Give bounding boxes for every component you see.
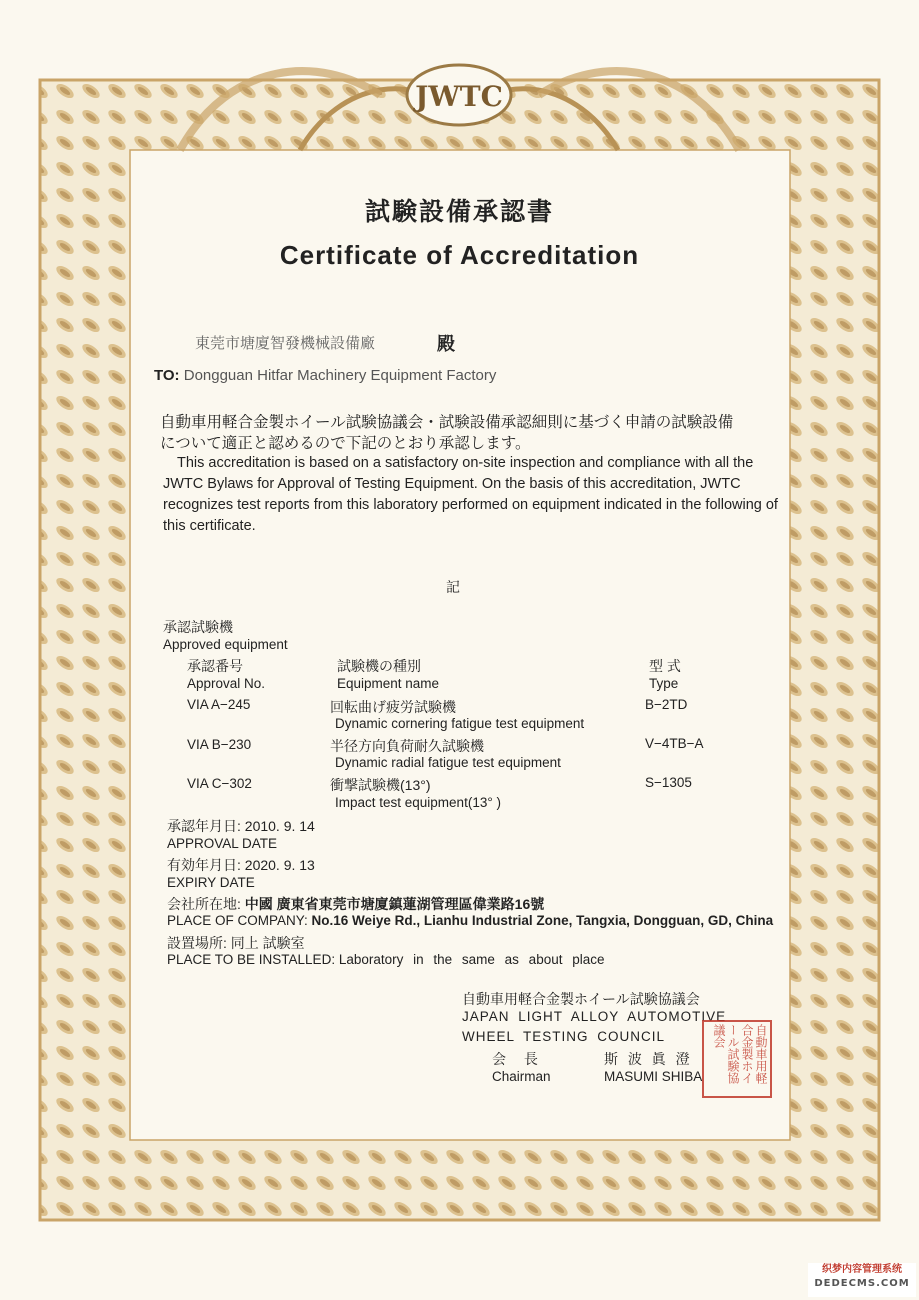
- chairman-jp: 会 長: [492, 1051, 538, 1067]
- recipient-honorific: 殿: [437, 334, 455, 355]
- equipment-row-type: V−4TB−A: [645, 736, 704, 751]
- council-en-line1: JAPAN LIGHT ALLOY AUTOMOTIVE: [462, 1009, 727, 1024]
- body-jp: [160, 412, 733, 454]
- expiry-date-line: [167, 855, 315, 875]
- chairman-name-en: MASUMI SHIBA: [604, 1069, 703, 1084]
- equipment-heading-en: Approved equipment: [163, 637, 288, 652]
- chairman-name-jp: 斯 波 眞 澄: [604, 1051, 690, 1067]
- company-place-jp-line: [167, 894, 544, 914]
- col-name-en: Equipment name: [337, 676, 440, 691]
- equipment-row-name-jp: 回転曲げ疲労試験機: [330, 699, 456, 715]
- title-en: Certificate of Accreditation: [279, 240, 640, 270]
- equipment-row-name-en: Dynamic radial fatigue test equipment: [335, 755, 561, 770]
- company-place-jp-value: 中國 廣東省東莞市塘廈鎮蓮湖管理區偉業路16號: [244, 896, 545, 912]
- approval-date-en-label: APPROVAL DATE: [167, 836, 278, 851]
- council-en-line2: WHEEL TESTING COUNCIL: [462, 1029, 666, 1044]
- title-jp: 試験設備承認書: [364, 197, 554, 226]
- col-approval-no-jp: 承認番号: [187, 658, 243, 674]
- approval-date-label: 承認年月日:: [167, 818, 241, 834]
- recipient-jp: 東莞市塘廈智發機械設備廠: [195, 334, 376, 352]
- body-jp-line: 自動車用軽合金製ホイール試験協議会・試験設備承認細則に基づく申請の試験設備: [160, 413, 734, 431]
- approval-date-value: 2010. 9. 14: [244, 818, 315, 834]
- approval-date-line: [167, 816, 315, 836]
- council-jp: 自動車用軽合金製ホイール試験協議会: [462, 991, 700, 1007]
- col-approval-no-en: Approval No.: [187, 676, 266, 691]
- equipment-row-name-en: Impact test equipment(13° ): [335, 795, 501, 810]
- company-place-en-label: PLACE OF COMPANY:: [167, 913, 308, 928]
- expiry-date-value: 2020. 9. 13: [244, 857, 315, 873]
- equipment-row-no: VIA A−245: [187, 697, 251, 712]
- official-seal: 自動車用軽合金製ホイール試験協議会: [702, 1020, 772, 1098]
- watermark-line1: 织梦内容管理系统: [822, 1264, 902, 1275]
- recipient-line: [154, 367, 496, 384]
- install-place-en-value: Laboratory in the same as about place: [338, 952, 605, 967]
- install-place-jp-value: 同上 試験室: [230, 935, 305, 951]
- expiry-date-en-label: EXPIRY DATE: [167, 875, 255, 890]
- install-place-jp-line: [167, 933, 305, 953]
- equipment-row-name-jp: 衝撃試験機(13°): [330, 777, 431, 793]
- install-place-jp-label: 設置場所:: [167, 935, 227, 951]
- equipment-row-no: VIA B−230: [187, 737, 252, 752]
- col-type-jp: 型 式: [649, 658, 681, 674]
- equipment-row-type: S−1305: [645, 775, 692, 790]
- company-place-jp-label: 会社所在地:: [167, 896, 241, 912]
- ki-mark: 記: [446, 580, 460, 596]
- recipient-en: Dongguan Hitfar Machinery Equipment Factory: [183, 367, 497, 384]
- equipment-heading-jp: 承認試験機: [163, 619, 233, 635]
- to-label: TO:: [154, 367, 180, 384]
- watermark-line2: DEDECMS.COM: [814, 1278, 910, 1289]
- install-place-en-label: PLACE TO BE INSTALLED:: [167, 952, 336, 967]
- chairman-en: Chairman: [492, 1069, 551, 1084]
- body-en: This accreditation is based on a satisfactory on-site inspection and compliance with all the JWTC Bylaws for Approval of Testing Equipment. On the basis of this accreditation, JWTC recognizes test reports from this laboratory performed on equipment indicated in the following of this certificate.: [163, 455, 778, 534]
- company-place-en-line: [167, 913, 773, 928]
- equipment-row-name-en: Dynamic cornering fatigue test equipment: [335, 716, 585, 731]
- equipment-row-type: B−2TD: [645, 697, 688, 712]
- site-watermark: [808, 1263, 916, 1297]
- body-jp-line: について適正と認めるので下記のとおり承認します。: [160, 434, 531, 452]
- company-place-en-value: No.16 Weiye Rd., Lianhu Industrial Zone, Tangxia, Dongguan, GD, China: [311, 913, 774, 928]
- equipment-row-no: VIA C−302: [187, 776, 252, 791]
- col-name-jp: 試験機の種別: [337, 658, 421, 674]
- equipment-row-name-jp: 半径方向負荷耐久試験機: [330, 738, 484, 754]
- install-place-en-line: [167, 952, 605, 967]
- jwtc-logo: JWTC: [415, 80, 503, 113]
- col-type-en: Type: [649, 676, 679, 691]
- expiry-date-label: 有効年月日:: [167, 857, 241, 873]
